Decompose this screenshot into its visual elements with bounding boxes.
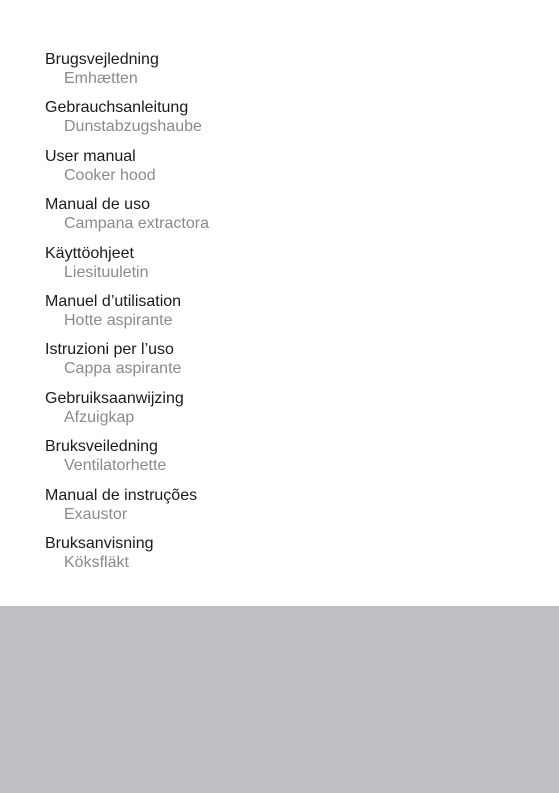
manual-title: Manual de uso <box>45 196 150 214</box>
footer-grey-band <box>0 606 559 793</box>
manual-subtitle: Liesituuletin <box>64 263 149 281</box>
manual-entry-swedish <box>45 534 209 582</box>
manual-entry-dutch <box>45 389 209 437</box>
manual-entry-italian <box>45 340 209 388</box>
manual-subtitle: Hotte aspirante <box>64 311 173 329</box>
manual-subtitle: Köksfläkt <box>64 553 129 571</box>
manual-entry-spanish <box>45 195 209 243</box>
manual-subtitle: Ventilatorhette <box>64 457 167 475</box>
manual-subtitle: Dunstabzugshaube <box>64 118 202 136</box>
manual-title: Brugsvejledning <box>45 51 159 68</box>
language-manual-list <box>45 50 209 582</box>
manual-subtitle: Campana extractora <box>64 215 209 233</box>
manual-subtitle: Exaustor <box>64 505 128 523</box>
manual-title: Istruzioni per l’uso <box>45 341 174 359</box>
manual-title: Gebruiksaanwijzing <box>45 389 184 407</box>
manual-title: Gebrauchsanleitung <box>45 99 189 117</box>
manual-title: Bruksveiledning <box>45 438 158 456</box>
manual-entry-german <box>45 98 209 146</box>
manual-title: Manual de instruções <box>45 486 198 504</box>
manual-title: Käyttöohjeet <box>45 244 134 262</box>
manual-entry-danish <box>45 50 209 98</box>
manual-title: User manual <box>45 147 136 165</box>
manual-subtitle: Afzuigkap <box>64 408 135 426</box>
manual-entry-french <box>45 292 209 340</box>
manual-subtitle: Cooker hood <box>64 166 156 184</box>
manual-entry-portuguese <box>45 486 209 534</box>
manual-title: Bruksanvisning <box>45 534 154 552</box>
manual-entry-norwegian <box>45 437 209 485</box>
manual-subtitle: Cappa aspirante <box>64 360 182 378</box>
manual-title: Manuel d’utilisation <box>45 292 182 310</box>
manual-entry-english <box>45 147 209 195</box>
manual-subtitle: Emhætten <box>64 70 138 87</box>
manual-entry-finnish <box>45 244 209 292</box>
